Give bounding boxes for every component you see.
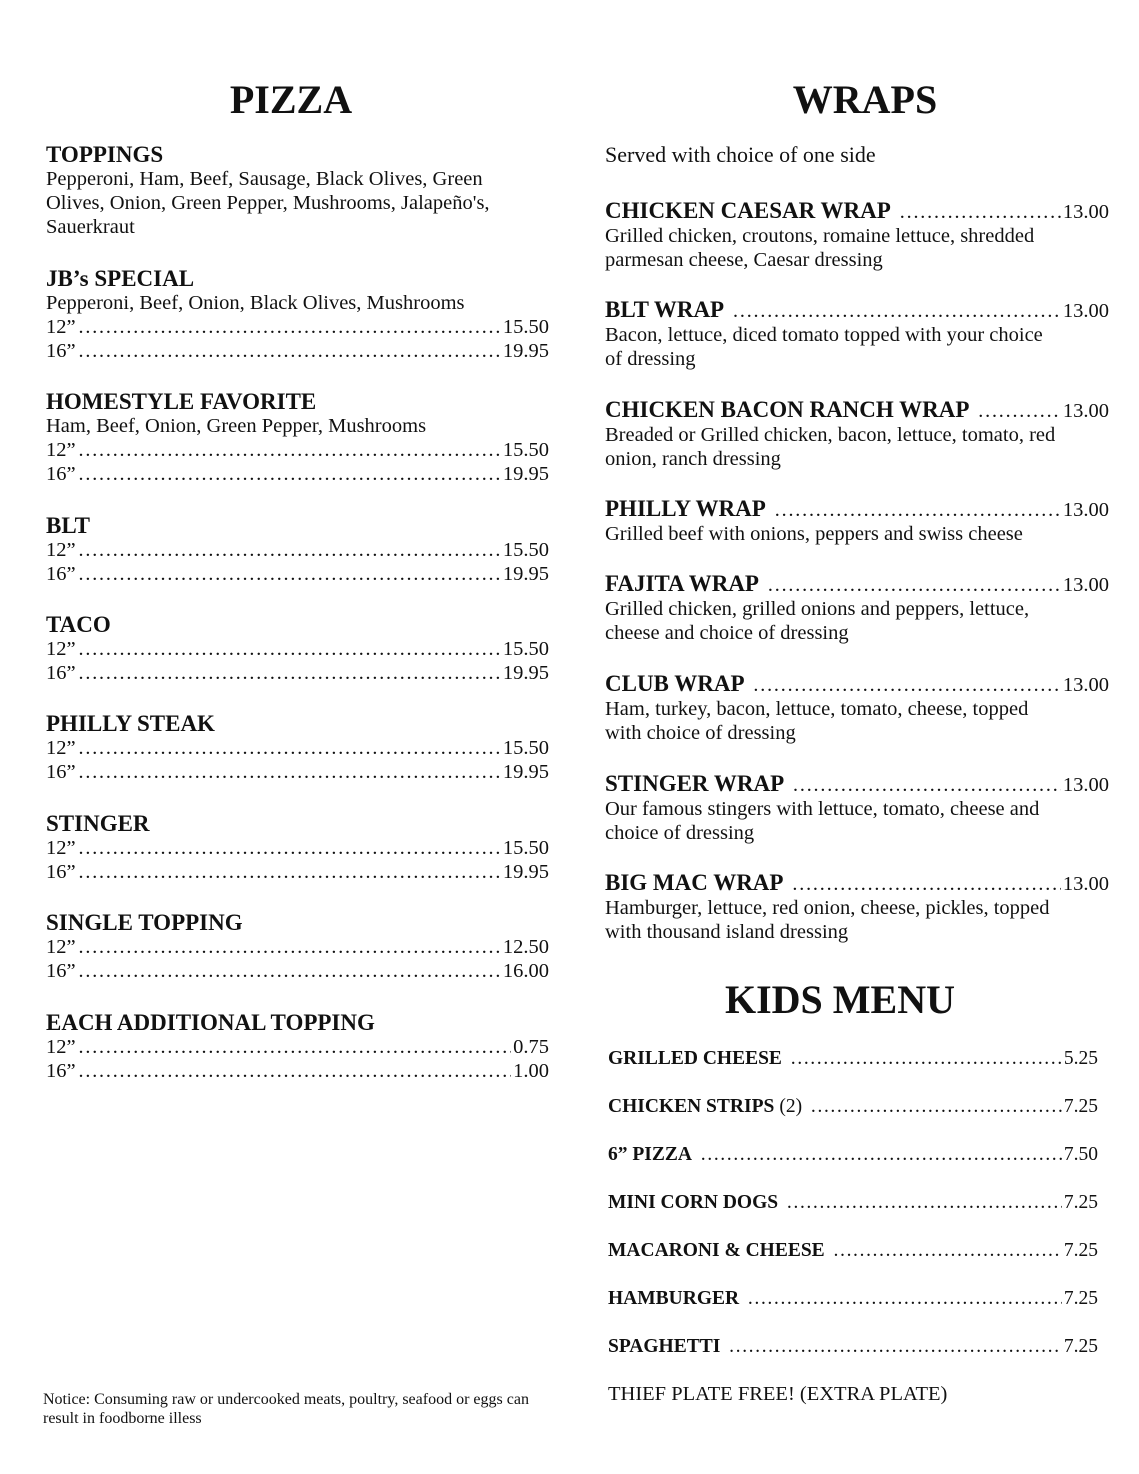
- price-row: [46, 562, 549, 586]
- item-label: BLT WRAP: [605, 297, 725, 322]
- dot-leader: [78, 959, 501, 983]
- pizza-item: [46, 513, 549, 586]
- price: 15.50: [502, 837, 549, 859]
- pizza-item-title: TACO: [46, 612, 111, 637]
- kids-item: [608, 1191, 1098, 1215]
- item-label: 16”: [46, 960, 76, 982]
- wrap-desc-line: Our famous stingers with lettuce, tomato, cheese and: [605, 798, 1040, 820]
- kids-item-name: MACARONI & CHEESE: [608, 1240, 825, 1261]
- item-label: 16”: [46, 1060, 76, 1082]
- dot-leader: [78, 860, 501, 884]
- price-row: [605, 397, 1109, 423]
- dot-leader: [78, 538, 501, 562]
- price-row: [605, 571, 1109, 597]
- price: 19.95: [502, 662, 549, 684]
- item-label: 12”: [46, 837, 76, 859]
- dot-leader: [78, 935, 501, 959]
- item-label: 12”: [46, 316, 76, 338]
- item-label: 12”: [46, 936, 76, 958]
- toppings-line: Olives, Onion, Green Pepper, Mushrooms, Jalapeño's,: [46, 192, 490, 214]
- price-row: [46, 860, 549, 884]
- price-row: [46, 760, 549, 784]
- item-label: CHICKEN CAESAR WRAP: [605, 198, 891, 223]
- pizza-item-desc: Pepperoni, Beef, Onion, Black Olives, Mushrooms: [46, 292, 465, 314]
- price-row: [46, 736, 549, 760]
- pizza-item-title: PHILLY STEAK: [46, 711, 215, 736]
- wrap-item: [605, 671, 1109, 745]
- price: 15.50: [502, 539, 549, 561]
- item-label: 16”: [46, 463, 76, 485]
- dot-leader: [78, 1059, 512, 1083]
- dot-leader: [786, 1191, 1062, 1215]
- price-row: [605, 297, 1109, 323]
- wrap-desc-line: Breaded or Grilled chicken, bacon, lettuce, tomato, red: [605, 424, 1056, 446]
- toppings-section: [46, 142, 549, 239]
- price-row: [46, 935, 549, 959]
- price: 15.50: [502, 737, 549, 759]
- pizza-item-title: EACH ADDITIONAL TOPPING: [46, 1010, 375, 1035]
- food-safety-notice: Notice: Consuming raw or undercooked meats, poultry, seafood or eggs can result in foodborne illess: [43, 1391, 529, 1427]
- price: 16.00: [502, 960, 549, 982]
- price-row: [46, 1059, 549, 1083]
- price: 7.25: [1063, 1240, 1098, 1261]
- price: 13.00: [1062, 499, 1109, 521]
- pizza-item-desc: Ham, Beef, Onion, Green Pepper, Mushrooms: [46, 415, 427, 437]
- pizza-item: [46, 389, 549, 486]
- dot-leader: [747, 1287, 1062, 1311]
- price: 19.95: [502, 463, 549, 485]
- item-label: STINGER WRAP: [605, 771, 785, 796]
- price-row: [46, 661, 549, 685]
- price: 5.25: [1063, 1048, 1098, 1069]
- kids-item-name: HAMBURGER: [608, 1288, 740, 1309]
- item-label: BIG MAC WRAP: [605, 870, 784, 895]
- kids-item-name: MINI CORN DOGS: [608, 1192, 779, 1213]
- price-row: [46, 339, 549, 363]
- kids-item-name: GRILLED CHEESE: [608, 1048, 782, 1069]
- wrap-desc-line: Grilled chicken, croutons, romaine lettuce, shredded: [605, 225, 1035, 247]
- price-row: [46, 836, 549, 860]
- wrap-item: [605, 870, 1109, 944]
- wrap-desc-line: parmesan cheese, Caesar dressing: [605, 249, 883, 271]
- kids-item-qty: (2): [779, 1096, 803, 1117]
- item-label: 16”: [46, 563, 76, 585]
- item-label: 16”: [46, 662, 76, 684]
- wrap-desc-line: Grilled chicken, grilled onions and peppers, lettuce,: [605, 598, 1030, 620]
- dot-leader: [78, 736, 501, 760]
- dot-leader: [753, 673, 1061, 697]
- price: 0.75: [513, 1036, 549, 1058]
- price-row: [605, 671, 1109, 697]
- dot-leader: [78, 836, 501, 860]
- pizza-item: [46, 811, 549, 884]
- pizza-item: [46, 1010, 549, 1083]
- wrap-desc-line: Bacon, lettuce, diced tomato topped with your choice: [605, 324, 1043, 346]
- kids-item-name: CHICKEN STRIPS: [608, 1096, 775, 1117]
- wrap-desc-line: Grilled beef with onions, peppers and swiss cheese: [605, 523, 1023, 545]
- dot-leader: [728, 1335, 1062, 1359]
- price: 12.50: [502, 936, 549, 958]
- toppings-title: TOPPINGS: [46, 142, 164, 167]
- price: 15.50: [502, 638, 549, 660]
- kids-item-name: SPAGHETTI: [608, 1336, 721, 1357]
- pizza-heading: PIZZA: [229, 77, 353, 122]
- wrap-item: [605, 198, 1109, 272]
- price: 13.00: [1062, 300, 1109, 322]
- kids-item: [608, 1335, 1098, 1359]
- price: 13.00: [1062, 774, 1109, 796]
- dot-leader: [810, 1095, 1062, 1119]
- toppings-line: Pepperoni, Ham, Beef, Sausage, Black Olives, Green: [46, 168, 483, 190]
- pizza-item-title: BLT: [46, 513, 90, 538]
- dot-leader: [774, 498, 1061, 522]
- dot-leader: [767, 573, 1061, 597]
- wrap-item: [605, 397, 1109, 471]
- price: 13.00: [1062, 574, 1109, 596]
- dot-leader: [78, 462, 501, 486]
- dot-leader: [792, 773, 1061, 797]
- dot-leader: [790, 1047, 1062, 1071]
- price: 13.00: [1062, 674, 1109, 696]
- wrap-item: [605, 771, 1109, 845]
- price: 7.25: [1063, 1336, 1098, 1357]
- kids-heading: KIDS MENU: [724, 977, 956, 1022]
- price: 13.00: [1062, 400, 1109, 422]
- price: 7.25: [1063, 1096, 1098, 1117]
- pizza-item: [46, 266, 549, 363]
- dot-leader: [899, 200, 1061, 224]
- price: 19.95: [502, 861, 549, 883]
- price-row: [46, 538, 549, 562]
- wrap-desc-line: onion, ranch dressing: [605, 448, 781, 470]
- pizza-item: [46, 910, 549, 983]
- dot-leader: [78, 438, 501, 462]
- item-label: 16”: [46, 861, 76, 883]
- kids-item: [608, 1095, 1098, 1119]
- item-label: 16”: [46, 761, 76, 783]
- price: 19.95: [502, 563, 549, 585]
- dot-leader: [833, 1239, 1062, 1263]
- dot-leader: [78, 1035, 512, 1059]
- price: 13.00: [1062, 873, 1109, 895]
- dot-leader: [977, 399, 1060, 423]
- price-row: [605, 198, 1109, 224]
- wrap-desc-line: with choice of dressing: [605, 722, 796, 744]
- price: 1.00: [513, 1060, 549, 1082]
- price-row: [46, 1035, 549, 1059]
- wrap-desc-line: with thousand island dressing: [605, 921, 849, 943]
- dot-leader: [732, 299, 1061, 323]
- price: 7.25: [1063, 1288, 1098, 1309]
- item-label: 12”: [46, 638, 76, 660]
- wrap-desc-line: Ham, turkey, bacon, lettuce, tomato, cheese, topped: [605, 698, 1029, 720]
- kids-item: [608, 1047, 1098, 1071]
- price: 15.50: [502, 316, 549, 338]
- pizza-item-title: STINGER: [46, 811, 150, 836]
- price-row: [46, 462, 549, 486]
- item-label: 12”: [46, 737, 76, 759]
- wrap-desc-line: Hamburger, lettuce, red onion, cheese, pickles, topped: [605, 897, 1050, 919]
- item-label: CLUB WRAP: [605, 671, 745, 696]
- pizza-item: [46, 711, 549, 784]
- item-label: 16”: [46, 340, 76, 362]
- dot-leader: [78, 760, 501, 784]
- wrap-desc-line: cheese and choice of dressing: [605, 622, 849, 644]
- wrap-desc-line: choice of dressing: [605, 822, 755, 844]
- item-label: 12”: [46, 439, 76, 461]
- price: 15.50: [502, 439, 549, 461]
- wraps-subtitle: Served with choice of one side: [605, 142, 876, 167]
- price: 13.00: [1062, 201, 1109, 223]
- price-row: [605, 870, 1109, 896]
- pizza-item-title: JB’s SPECIAL: [46, 266, 195, 291]
- wrap-item: [605, 496, 1109, 546]
- price-row: [605, 771, 1109, 797]
- price-row: [46, 959, 549, 983]
- wrap-desc-line: of dressing: [605, 348, 696, 370]
- price-row: [46, 315, 549, 339]
- pizza-item-title: SINGLE TOPPING: [46, 910, 243, 935]
- dot-leader: [78, 315, 501, 339]
- kids-item-name: 6” PIZZA: [608, 1144, 692, 1165]
- item-label: 12”: [46, 539, 76, 561]
- toppings-line: Sauerkraut: [46, 216, 135, 238]
- price: 19.95: [502, 340, 549, 362]
- dot-leader: [78, 339, 501, 363]
- dot-leader: [791, 872, 1060, 896]
- price: 7.25: [1063, 1192, 1098, 1213]
- price: 19.95: [502, 761, 549, 783]
- price-row: [605, 496, 1109, 522]
- kids-item: [608, 1287, 1098, 1311]
- dot-leader: [78, 661, 501, 685]
- kids-item: [608, 1143, 1098, 1167]
- price-row: [46, 637, 549, 661]
- item-label: 12”: [46, 1036, 76, 1058]
- item-label: CHICKEN BACON RANCH WRAP: [605, 397, 970, 422]
- thief-plate-note: THIEF PLATE FREE! (EXTRA PLATE): [608, 1383, 948, 1405]
- price-row: [46, 438, 549, 462]
- wrap-item: [605, 571, 1109, 645]
- dot-leader: [78, 562, 501, 586]
- kids-item: [608, 1239, 1098, 1263]
- price: 7.50: [1063, 1144, 1098, 1165]
- dot-leader: [78, 637, 501, 661]
- wraps-heading: WRAPS: [792, 77, 938, 122]
- item-label: PHILLY WRAP: [605, 496, 766, 521]
- dot-leader: [700, 1143, 1062, 1167]
- wrap-item: [605, 297, 1109, 371]
- pizza-item-title: HOMESTYLE FAVORITE: [46, 389, 317, 414]
- pizza-item: [46, 612, 549, 685]
- item-label: FAJITA WRAP: [605, 571, 759, 596]
